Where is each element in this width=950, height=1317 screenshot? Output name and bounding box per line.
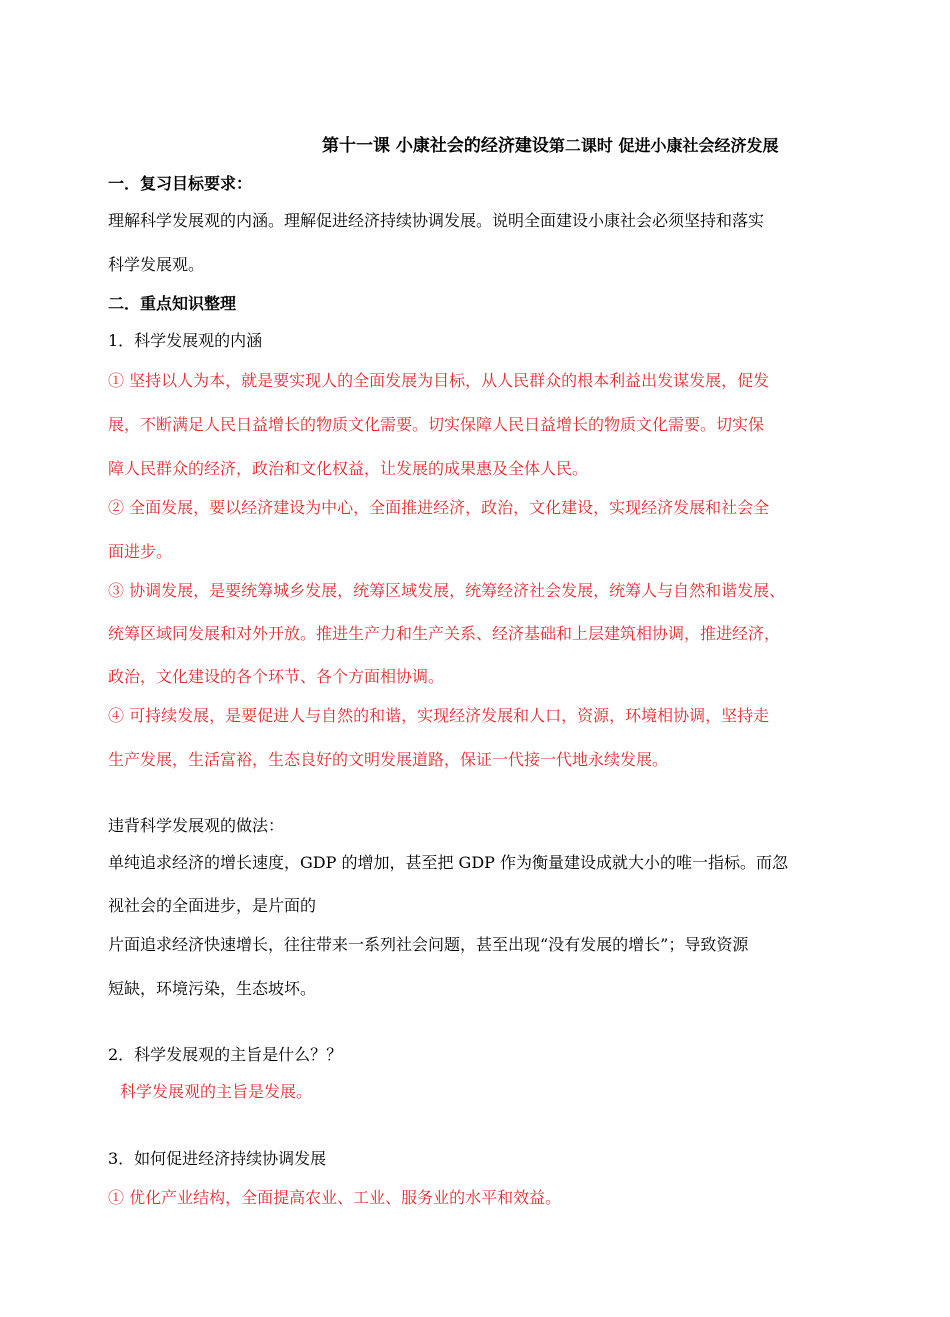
violation-heading: 违背科学发展观的做法： (108, 816, 285, 835)
violation-line: 视社会的全面进步，是片面的 (108, 896, 317, 915)
q1-red-line: ④ 可持续发展，是要促进人与自然的和谐，实现经济发展和人口，资源，环境相协调，坚持走 (108, 706, 770, 725)
violation-line: 短缺，环境污染，生态坡坏。 (108, 979, 317, 998)
q2-answer: 科学发展观的主旨是发展。 (120, 1082, 313, 1101)
q3-answer: ① 优化产业结构，全面提高农业、工业、服务业的水平和效益。 (108, 1188, 562, 1207)
q2-heading: 2．科学发展观的主旨是什么？？ (108, 1045, 343, 1064)
q1-heading: 1．科学发展观的内涵 (108, 331, 263, 350)
q1-red-line: 政治，文化建设的各个环节、各个方面相协调。 (108, 667, 445, 686)
section1-line: 理解科学发展观的内涵。理解促进经济持续协调发展。说明全面建设小康社会必须坚持和落实 (108, 211, 765, 230)
q1-red-line: ① 坚持以人为本，就是要实现人的全面发展为目标，从人民群众的根本利益出发谋发展，促发 (108, 371, 770, 390)
q1-red-line: 展，不断满足人民日益增长的物质文化需要。切实保障人民日益增长的物质文化需要。切实保 (108, 415, 765, 434)
q1-red-line: 生产发展，生活富裕，生态良好的文明发展道路，保证一代接一代地永续发展。 (108, 750, 669, 769)
violation-line: 单纯追求经济的增长速度，GDP 的增加，甚至把 GDP 作为衡量建设成就大小的唯一指标。而忽 (108, 853, 789, 872)
section2-heading: 二．重点知识整理 (108, 294, 237, 313)
page-title (322, 131, 779, 156)
violation-line: 片面追求经济快速增长，往往带来一系列社会问题，甚至出现“没有发展的增长”；导致资源 (108, 935, 749, 954)
title-sub: 第二课时 促进小康社会经济发展 (548, 136, 779, 155)
q1-red-line: 统筹区域同发展和对外开放。推进生产力和生产关系、经济基础和上层建筑相协调，推进经济， (108, 624, 781, 643)
title-main: 第十一课 小康社会的经济建设 (322, 136, 549, 156)
q1-red-line: ③ 协调发展，是要统筹城乡发展，统筹区域发展，统筹经济社会发展，统筹人与自然和谐发展、 (108, 581, 786, 600)
q1-red-line: ② 全面发展，要以经济建设为中心，全面推进经济，政治，文化建设，实现经济发展和社会全 (108, 498, 770, 517)
section1-heading: 一．复习目标要求： (108, 174, 253, 193)
q3-heading: 3．如何促进经济持续协调发展 (108, 1149, 327, 1168)
q1-red-line: 障人民群众的经济，政治和文化权益，让发展的成果惠及全体人民。 (108, 459, 589, 478)
section1-line: 科学发展观。 (108, 255, 205, 274)
q1-red-line: 面进步。 (108, 542, 173, 561)
